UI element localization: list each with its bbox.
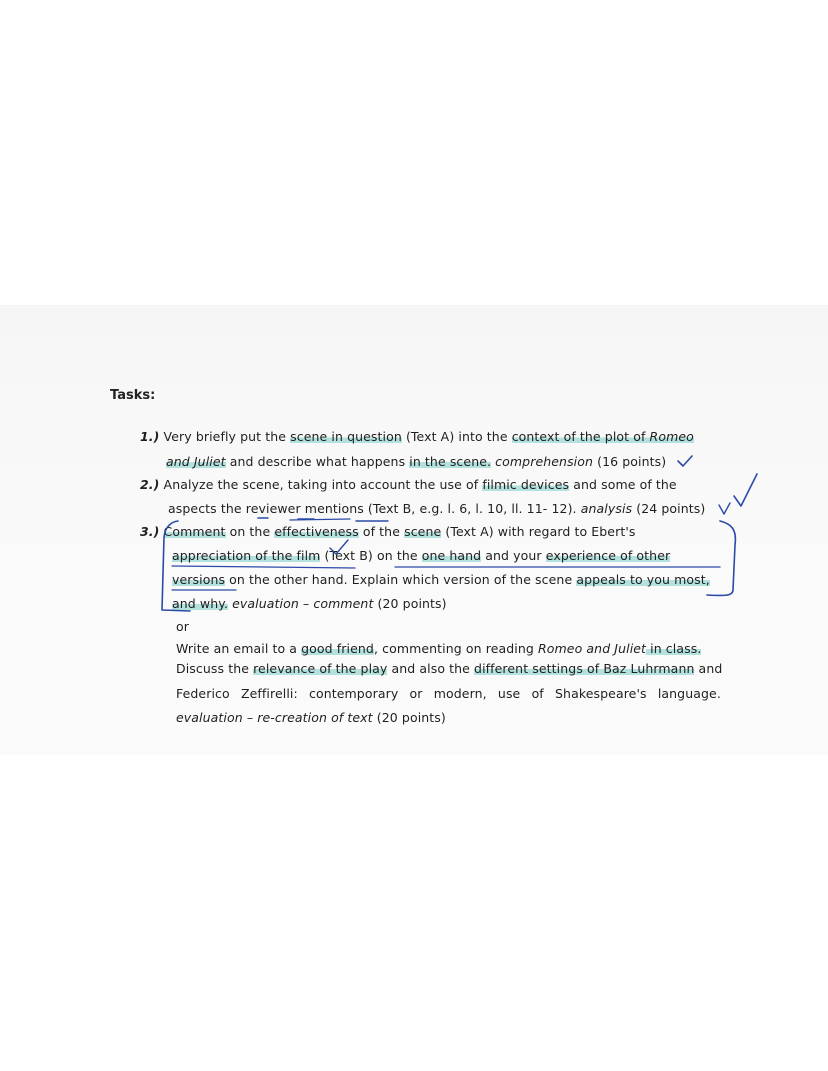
tasks-heading: Tasks:: [110, 388, 156, 403]
task-1-number: 1.): [140, 429, 160, 444]
task-2-line-2: aspects the reviewer mentions (Text B, e.g. l. 6, l. 10, ll. 11- 12). analysis (24 points): [168, 501, 706, 516]
underline-appreciation: [172, 566, 355, 568]
task-2-number: 2.): [140, 477, 160, 492]
task-2-line-1: 2.) Analyze the scene, taking into account the use of filmic devices and some of the: [140, 477, 677, 492]
task-3-line-1: 3.) Comment on the effectiveness of the scene (Text A) with regard to Ebert's: [140, 524, 636, 539]
bracket-task-3-right: [707, 521, 735, 595]
or-label: or: [176, 619, 189, 634]
task-1-line-2: and Juliet and describe what happens in the scene. comprehension (16 points): [166, 454, 667, 469]
alt-task-line-1: Write an email to a good friend, commenting on reading Romeo and Juliet in class.: [176, 641, 702, 656]
alt-task-line-2: Discuss the relevance of the play and also the different settings of Baz Luhrmann and: [176, 661, 723, 676]
check-mark-task-1: [678, 456, 692, 466]
task-3-line-4: and why. evaluation – comment (20 points): [172, 596, 447, 611]
task-3-line-3: versions on the other hand. Explain which version of the scene appeals to you most,: [172, 572, 710, 587]
alt-task-line-4: evaluation – re-creation of text (20 points): [176, 710, 446, 725]
check-mark-task-2: [734, 474, 757, 506]
v-mark-task-2: [719, 503, 730, 514]
alt-task-line-3: Federico Zeffirelli: contemporary or modern, use of Shakespeare's language.: [176, 686, 721, 701]
task-1-line-1: 1.) Very briefly put the scene in question (Text A) into the context of the plot of Romeo: [140, 429, 694, 444]
check-mark-film: [330, 540, 348, 554]
task-3-number: 3.): [140, 524, 160, 539]
task-3-line-2: appreciation of the film (Text B) on the one hand and your experience of other: [172, 548, 671, 563]
